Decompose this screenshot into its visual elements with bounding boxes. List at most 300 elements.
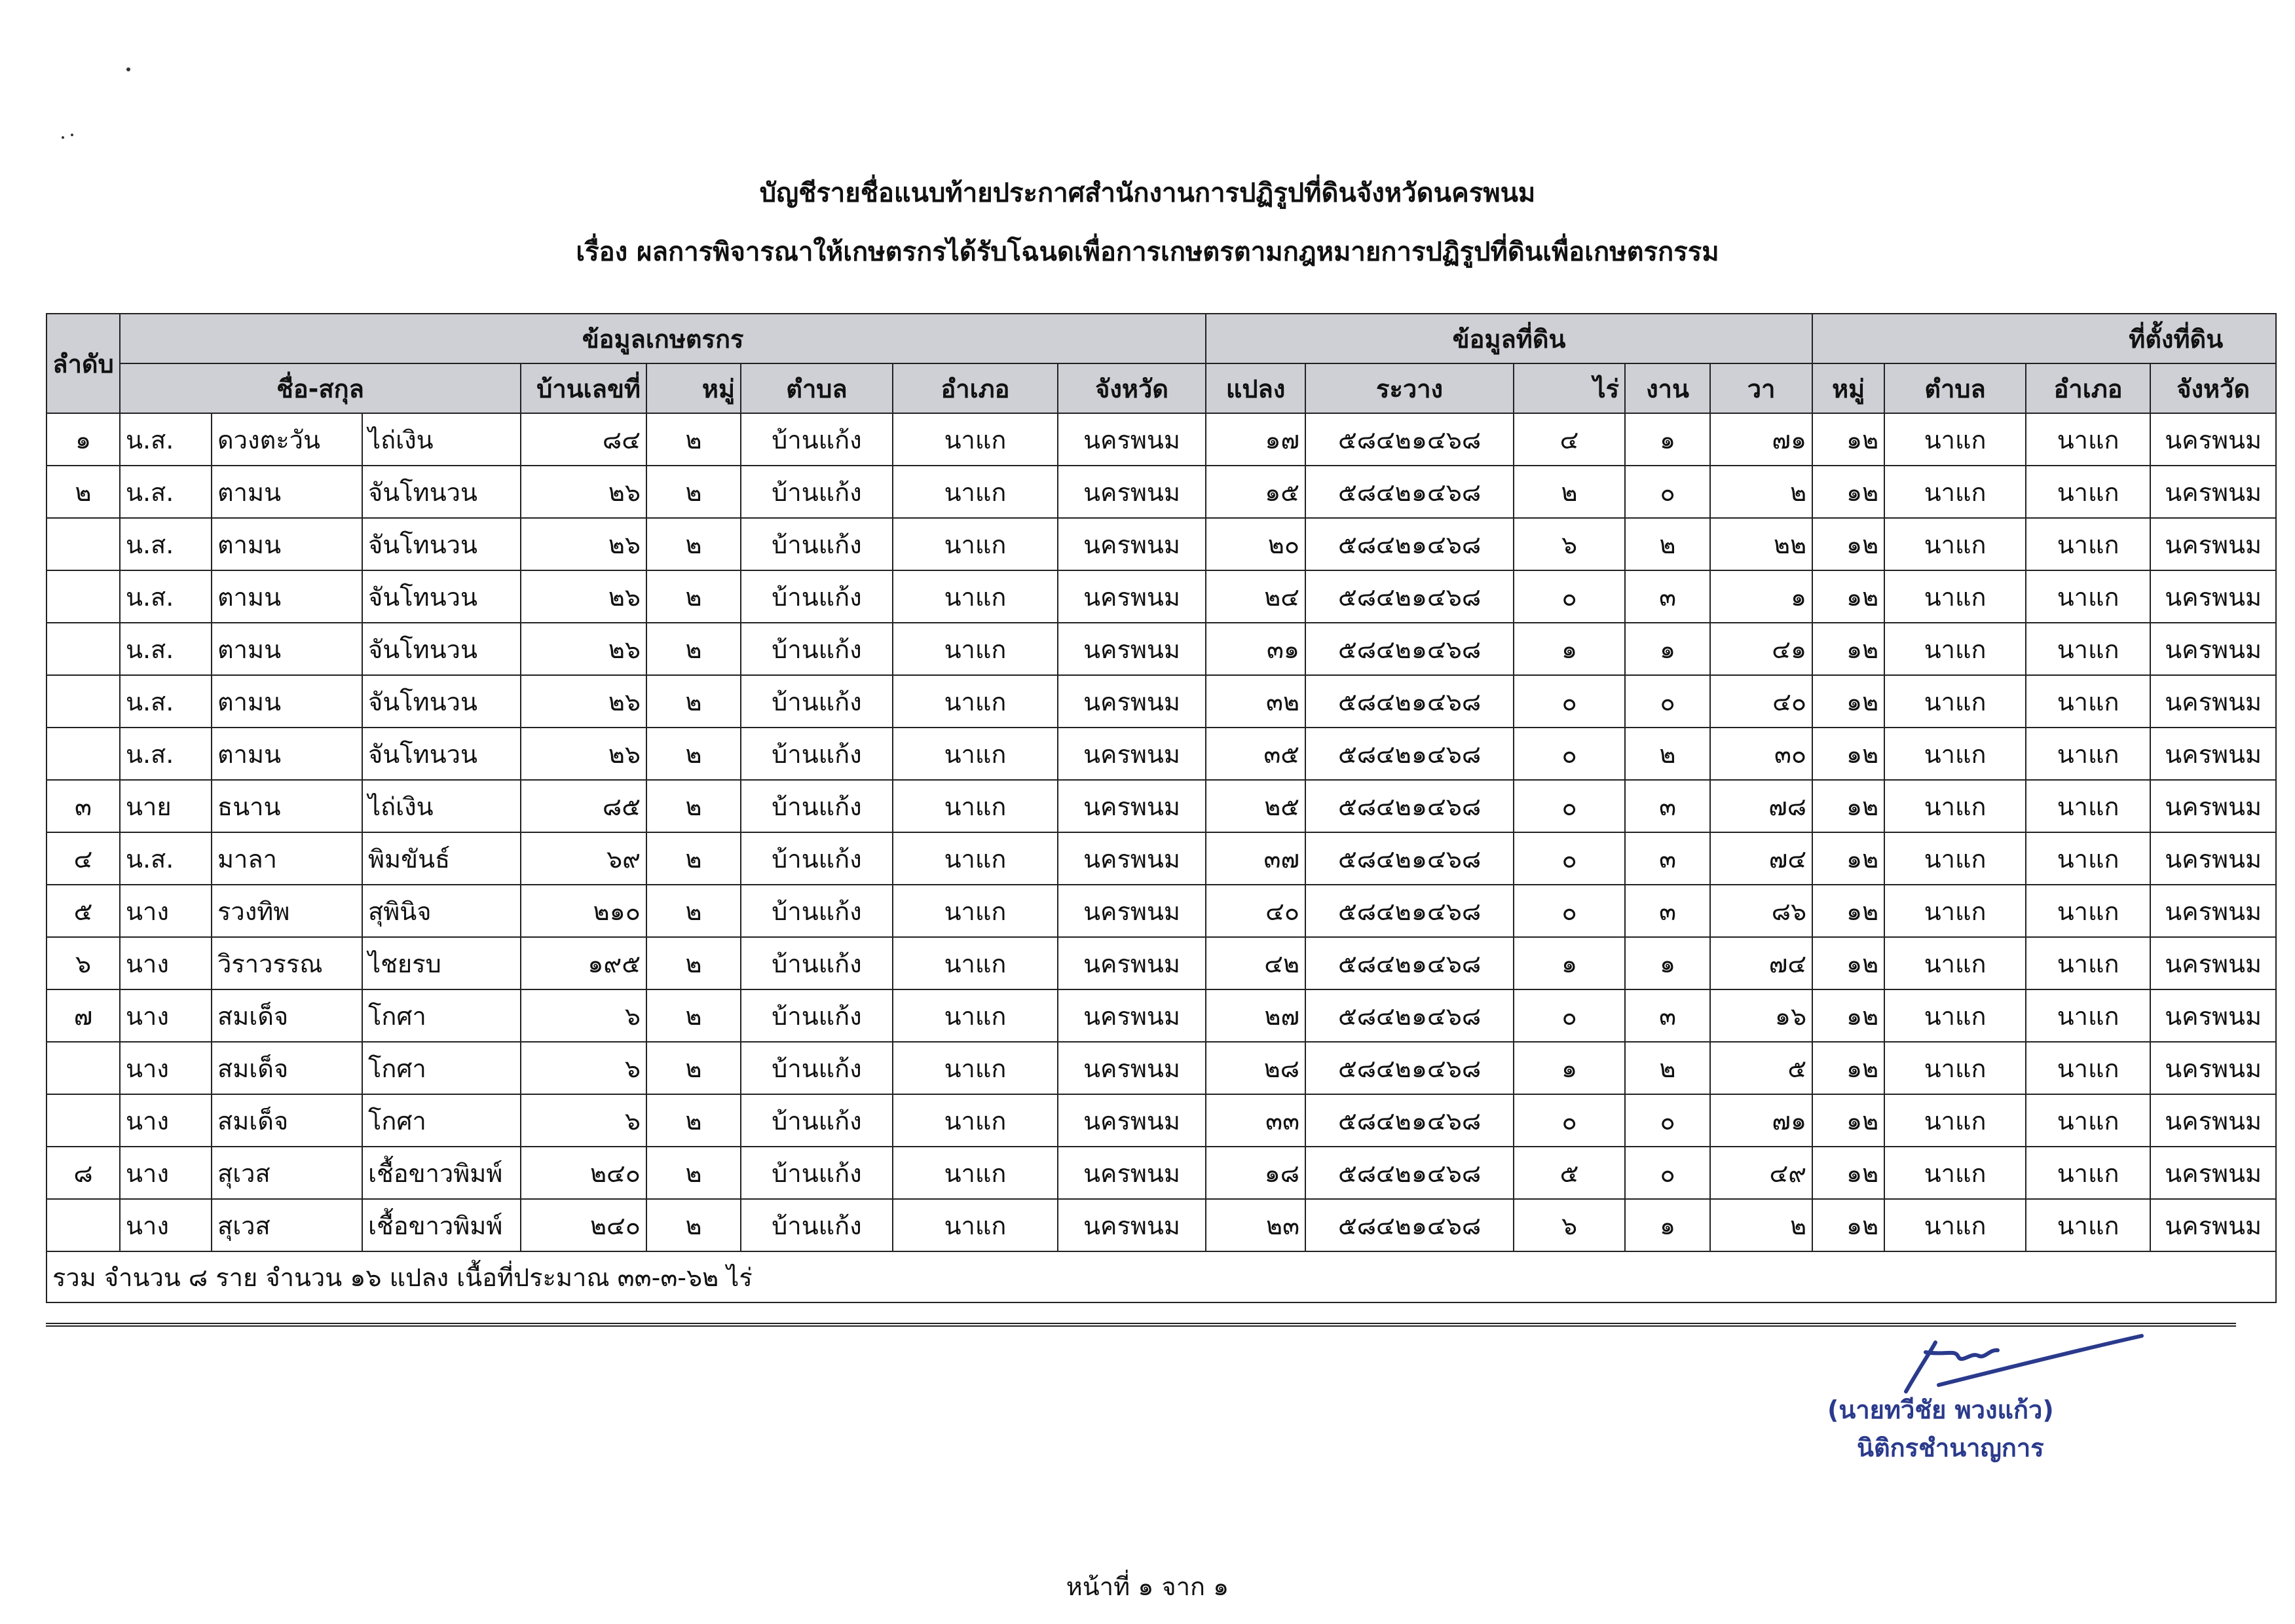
table-cell: นครพนม [1058, 989, 1206, 1042]
table-row [47, 780, 2276, 832]
table-cell: นาแก [2026, 675, 2150, 728]
table-cell: ๒ [1625, 1042, 1710, 1094]
table-cell: นครพนม [2150, 518, 2276, 570]
table-cell: ๒ [1625, 728, 1710, 780]
col-header: ชื่อ-สกุล [120, 363, 521, 413]
col-header: หมู่ [1812, 363, 1884, 413]
table-cell: นครพนม [2150, 1042, 2276, 1094]
table-total: รวม จำนวน ๘ ราย จำนวน ๑๖ แปลง เนื้อที่ประมาณ ๓๓-๓-๖๒ ไร่ [47, 1251, 2276, 1302]
table-cell: นาแก [893, 1042, 1058, 1094]
table-cell: นาแก [2026, 780, 2150, 832]
table-cell: นาแก [1884, 1199, 2026, 1251]
table-cell: ๕๘๔๒๑๔๖๘ [1305, 1094, 1514, 1147]
table-cell: ๒ [646, 518, 741, 570]
table-cell: นาง [120, 1199, 212, 1251]
table-cell: นาแก [2026, 1042, 2150, 1094]
table-cell: ๓๑ [1206, 623, 1305, 675]
table-cell: นาแก [2026, 1094, 2150, 1147]
table-cell: ๑ [1514, 1042, 1625, 1094]
table-cell: นาแก [2026, 570, 2150, 623]
table-cell: นครพนม [1058, 1147, 1206, 1199]
table-row [47, 1094, 2276, 1147]
table-cell: นครพนม [1058, 623, 1206, 675]
table-cell: ๑๙๕ [521, 937, 646, 989]
table-cell: นาแก [1884, 937, 2026, 989]
table-row [47, 1199, 2276, 1251]
table-cell: ๒ [646, 989, 741, 1042]
table-cell: ๕๘๔๒๑๔๖๘ [1305, 989, 1514, 1042]
document-title: บัญชีรายชื่อแนบท้ายประกาศสำนักงานการปฏิรูปที่ดินจังหวัดนครพนม [759, 178, 1536, 208]
table-cell: นครพนม [1058, 832, 1206, 885]
table-cell: ๑ [1625, 623, 1710, 675]
table-cell: ๖ [521, 1094, 646, 1147]
table-cell: นครพนม [2150, 413, 2276, 466]
table-cell: จันโทนวน [362, 570, 521, 623]
header-farmer-info: ข้อมูลเกษตรกร [120, 314, 1206, 363]
table-cell: บ้านแก้ง [741, 1042, 893, 1094]
table-cell: จันโทนวน [362, 675, 521, 728]
table-cell: นาแก [893, 885, 1058, 937]
table-cell: นครพนม [2150, 1147, 2276, 1199]
table-cell: นครพนม [1058, 466, 1206, 518]
table-cell: ๑ [1625, 1199, 1710, 1251]
table-cell: นาย [120, 780, 212, 832]
table-cell: ตามน [212, 728, 362, 780]
table-cell: นาง [120, 937, 212, 989]
table-cell: ๓๐ [1710, 728, 1812, 780]
signer-position: นิติกรชำนาญการ [1857, 1433, 2044, 1462]
table-cell: ๑๒ [1812, 1094, 1884, 1147]
table-cell: นาง [120, 989, 212, 1042]
table-cell: ๒๖ [521, 466, 646, 518]
table-cell: ๒ [1710, 466, 1812, 518]
table-cell: นาง [120, 1042, 212, 1094]
table-cell: บ้านแก้ง [741, 466, 893, 518]
table-cell: นาแก [2026, 937, 2150, 989]
header-land-location: ที่ตั้งที่ดิน [1812, 314, 2276, 363]
table-cell: นครพนม [2150, 1094, 2276, 1147]
table-cell: ๓๒ [1206, 675, 1305, 728]
table-cell: ๑๗ [1206, 413, 1305, 466]
table-cell: นาแก [1884, 1094, 2026, 1147]
table-cell: บ้านแก้ง [741, 937, 893, 989]
table-cell: ๑๒ [1812, 518, 1884, 570]
table-cell: นาแก [1884, 780, 2026, 832]
table-cell: ๒๔ [1206, 570, 1305, 623]
table-cell: ๒๓ [1206, 1199, 1305, 1251]
table-cell: ๐ [1514, 570, 1625, 623]
table-cell: ๔๑ [1710, 623, 1812, 675]
table-cell: ๑๒ [1812, 1042, 1884, 1094]
table-cell: น.ส. [120, 728, 212, 780]
table-cell: ๕ [1514, 1147, 1625, 1199]
table-cell: ๒ [646, 1199, 741, 1251]
table-cell: นาแก [1884, 623, 2026, 675]
table-cell: จันโทนวน [362, 623, 521, 675]
table-cell: เชื้อขาวพิมพ์ [362, 1147, 521, 1199]
table-cell: ๑๘ [1206, 1147, 1305, 1199]
col-header: บ้านเลขที่ [521, 363, 646, 413]
col-header: จังหวัด [1058, 363, 1206, 413]
table-row [47, 570, 2276, 623]
table-cell: ๘๕ [521, 780, 646, 832]
table-cell: ๒๔๐ [521, 1199, 646, 1251]
table-row [47, 675, 2276, 728]
table-cell: ๐ [1514, 885, 1625, 937]
table-cell: ๕๘๔๒๑๔๖๘ [1305, 728, 1514, 780]
table-cell: ๐ [1514, 675, 1625, 728]
table-cell: ๒ [646, 1147, 741, 1199]
table-row [47, 413, 2276, 466]
col-header: งาน [1625, 363, 1710, 413]
table-cell: ๗๑ [1710, 413, 1812, 466]
table-cell: นาแก [893, 1147, 1058, 1199]
table-cell: นาแก [1884, 413, 2026, 466]
table-cell: น.ส. [120, 466, 212, 518]
table-cell: โกศา [362, 1094, 521, 1147]
table-row [47, 989, 2276, 1042]
table-cell: ๐ [1625, 1147, 1710, 1199]
table-row [47, 832, 2276, 885]
table-cell: ๕๘๔๒๑๔๖๘ [1305, 1042, 1514, 1094]
table-cell: ๑ [1710, 570, 1812, 623]
table-cell: ๑๒ [1812, 885, 1884, 937]
table-cell: ๗๑ [1710, 1094, 1812, 1147]
table-cell: บ้านแก้ง [741, 989, 893, 1042]
table-cell: ตามน [212, 623, 362, 675]
table-cell: นาแก [2026, 989, 2150, 1042]
table-cell: นครพนม [2150, 1199, 2276, 1251]
table-cell: ๒๖ [521, 728, 646, 780]
table-cell: นาแก [2026, 623, 2150, 675]
table-cell: ๑ [1514, 937, 1625, 989]
table-cell: นครพนม [2150, 937, 2276, 989]
table-cell: ๒๖ [521, 518, 646, 570]
table-cell: ๔๙ [1710, 1147, 1812, 1199]
table-cell: ๐ [1514, 832, 1625, 885]
table-cell: ๑๒ [1812, 937, 1884, 989]
table-cell: โกศา [362, 989, 521, 1042]
table-cell: ๑๖ [1710, 989, 1812, 1042]
table-cell: ๓ [1625, 989, 1710, 1042]
table-cell: บ้านแก้ง [741, 885, 893, 937]
table-cell: ๒๖ [521, 623, 646, 675]
col-header: อำเภอ [893, 363, 1058, 413]
table-cell: ๖ [521, 1042, 646, 1094]
table-cell: ๖ [1514, 518, 1625, 570]
table-cell: นาแก [893, 1199, 1058, 1251]
table-cell: นาแก [893, 937, 1058, 989]
table-cell: สมเด็จ [212, 1042, 362, 1094]
table-cell: นครพนม [1058, 780, 1206, 832]
table-cell: ๕๘๔๒๑๔๖๘ [1305, 675, 1514, 728]
document-subject: เรื่อง ผลการพิจารณาให้เกษตรกรได้รับโฉนดเพื่อการเกษตรตามกฎหมายการปฏิรูปที่ดินเพื่อเกษตรกรรม [576, 237, 1719, 267]
table-cell: ๒๖ [521, 675, 646, 728]
table-cell: ๒๐ [1206, 518, 1305, 570]
table-cell: ๑๒ [1812, 466, 1884, 518]
table-cell: ๒ [646, 413, 741, 466]
table-cell: ๑ [1625, 413, 1710, 466]
table-cell: ๒ [1710, 1199, 1812, 1251]
table-cell: ๐ [1514, 989, 1625, 1042]
header-land-info: ข้อมูลที่ดิน [1206, 314, 1812, 363]
table-cell [47, 728, 120, 780]
table-cell: นครพนม [1058, 518, 1206, 570]
table-cell: ๑๒ [1812, 989, 1884, 1042]
table-cell: สุพินิจ [362, 885, 521, 937]
table-cell: นครพนม [2150, 728, 2276, 780]
table-cell: นครพนม [2150, 989, 2276, 1042]
table-cell: ๓๕ [1206, 728, 1305, 780]
table-cell: นาแก [2026, 466, 2150, 518]
table-cell: นครพนม [1058, 1199, 1206, 1251]
table-cell: นครพนม [1058, 885, 1206, 937]
table-cell: ๓ [47, 780, 120, 832]
table-cell [47, 675, 120, 728]
table-cell: ๕๘๔๒๑๔๖๘ [1305, 937, 1514, 989]
table-cell: ๓๗ [1206, 832, 1305, 885]
table-cell: นาแก [1884, 466, 2026, 518]
table-row [47, 1042, 2276, 1094]
table-cell: นครพนม [2150, 570, 2276, 623]
col-header: วา [1710, 363, 1812, 413]
table-cell: นาแก [893, 780, 1058, 832]
table-cell: ๓ [1625, 570, 1710, 623]
table-cell: ๖ [47, 937, 120, 989]
table-cell: โกศา [362, 1042, 521, 1094]
table-cell: ๒ [646, 1094, 741, 1147]
table-cell: นาแก [2026, 518, 2150, 570]
table-cell: นาแก [1884, 832, 2026, 885]
table-cell: นาง [120, 885, 212, 937]
table-cell: ๒ [646, 675, 741, 728]
table-cell: นาแก [1884, 885, 2026, 937]
table-cell: นาแก [893, 728, 1058, 780]
table-cell: ๒ [646, 466, 741, 518]
table-cell: ดวงตะวัน [212, 413, 362, 466]
table-cell: บ้านแก้ง [741, 1199, 893, 1251]
table-cell: ๑ [1625, 937, 1710, 989]
scan-speck [71, 134, 73, 136]
table-cell: นครพนม [1058, 728, 1206, 780]
table-cell: ๐ [1625, 675, 1710, 728]
table-cell: ๓ [1625, 832, 1710, 885]
table-cell: นครพนม [2150, 832, 2276, 885]
table-cell: ๗๔ [1710, 937, 1812, 989]
table-cell: ๒๕ [1206, 780, 1305, 832]
table-cell: นาแก [1884, 570, 2026, 623]
farmer-land-table [46, 313, 2277, 1303]
table-cell: ตามน [212, 675, 362, 728]
table-cell: ๔๒ [1206, 937, 1305, 989]
table-cell: ๖ [1514, 1199, 1625, 1251]
table-cell: ๒ [646, 623, 741, 675]
table-cell: ๒๘ [1206, 1042, 1305, 1094]
table-cell: ๐ [1514, 1094, 1625, 1147]
table-cell: นาแก [2026, 413, 2150, 466]
table-cell: นาแก [893, 466, 1058, 518]
table-cell: ๒ [646, 570, 741, 623]
table-cell: นครพนม [2150, 623, 2276, 675]
table-cell: นาแก [1884, 989, 2026, 1042]
table-cell: น.ส. [120, 675, 212, 728]
scan-speck [126, 67, 130, 71]
table-cell: นครพนม [1058, 1042, 1206, 1094]
table-cell [47, 1042, 120, 1094]
table-cell: นครพนม [1058, 937, 1206, 989]
table-cell: ๒ [1625, 518, 1710, 570]
table-cell: นครพนม [1058, 413, 1206, 466]
table-cell: นครพนม [2150, 675, 2276, 728]
table-cell: นาแก [1884, 1042, 2026, 1094]
table-row [47, 623, 2276, 675]
col-header: ตำบล [741, 363, 893, 413]
table-cell: ๒๔๐ [521, 1147, 646, 1199]
scan-speck [62, 136, 64, 139]
table-cell: น.ส. [120, 832, 212, 885]
table-cell: ๕๘๔๒๑๔๖๘ [1305, 413, 1514, 466]
table-cell: นาแก [2026, 832, 2150, 885]
table-cell: นครพนม [2150, 466, 2276, 518]
table-cell: ๔๐ [1206, 885, 1305, 937]
col-header: แปลง [1206, 363, 1305, 413]
col-header: หมู่ [646, 363, 741, 413]
table-cell: บ้านแก้ง [741, 623, 893, 675]
table-cell: ๐ [1514, 780, 1625, 832]
table-cell: นาแก [2026, 1199, 2150, 1251]
table-cell: บ้านแก้ง [741, 728, 893, 780]
table-cell: มาลา [212, 832, 362, 885]
table-cell: ๓ [1625, 780, 1710, 832]
table-cell: นาแก [893, 675, 1058, 728]
table-cell: ไชยรบ [362, 937, 521, 989]
col-header: ไร่ [1514, 363, 1625, 413]
table-row [47, 937, 2276, 989]
table-cell: ๓ [1625, 885, 1710, 937]
table-cell [47, 623, 120, 675]
table-cell: นครพนม [1058, 570, 1206, 623]
table-cell: ๒ [47, 466, 120, 518]
table-cell: บ้านแก้ง [741, 570, 893, 623]
table-cell: สุเวส [212, 1147, 362, 1199]
table-cell: นาแก [893, 1094, 1058, 1147]
table-cell: ๒๖ [521, 570, 646, 623]
table-cell: นาแก [2026, 1147, 2150, 1199]
table-cell: ๕๘๔๒๑๔๖๘ [1305, 1147, 1514, 1199]
table-cell: ๕๘๔๒๑๔๖๘ [1305, 466, 1514, 518]
table-cell: สมเด็จ [212, 1094, 362, 1147]
table-cell: ๔๐ [1710, 675, 1812, 728]
table-cell: นาแก [2026, 885, 2150, 937]
table-cell: ๘๖ [1710, 885, 1812, 937]
table-cell: ๑๕ [1206, 466, 1305, 518]
table-cell: ๐ [1625, 466, 1710, 518]
table-cell: จันโทนวน [362, 728, 521, 780]
table-cell: ๓๓ [1206, 1094, 1305, 1147]
table-cell: ๔ [47, 832, 120, 885]
table-cell: ๒ [646, 885, 741, 937]
table-cell: ๒ [646, 728, 741, 780]
table-cell: ตามน [212, 570, 362, 623]
table-cell: ๕๘๔๒๑๔๖๘ [1305, 832, 1514, 885]
table-cell: ตามน [212, 466, 362, 518]
table-row [47, 1147, 2276, 1199]
table-cell: บ้านแก้ง [741, 1094, 893, 1147]
table-row [47, 885, 2276, 937]
table-cell: ๐ [1625, 1094, 1710, 1147]
table-cell: ไถ่เงิน [362, 780, 521, 832]
table-cell: ๒ [1514, 466, 1625, 518]
table-cell: น.ส. [120, 518, 212, 570]
table-cell: น.ส. [120, 570, 212, 623]
table-cell: ๑ [1514, 623, 1625, 675]
table-row [47, 728, 2276, 780]
table-cell: น.ส. [120, 413, 212, 466]
table-cell: ตามน [212, 518, 362, 570]
table-cell: นครพนม [1058, 1094, 1206, 1147]
table-cell: บ้านแก้ง [741, 832, 893, 885]
table-cell [47, 518, 120, 570]
page-number: หน้าที่ ๑ จาก ๑ [1066, 1572, 1229, 1601]
table-cell: น.ส. [120, 623, 212, 675]
table-cell [47, 1094, 120, 1147]
table-cell: ๕ [1710, 1042, 1812, 1094]
table-cell: ๒๗ [1206, 989, 1305, 1042]
table-cell: ๒ [646, 1042, 741, 1094]
table-cell: ๕ [47, 885, 120, 937]
table-cell: ๑๒ [1812, 413, 1884, 466]
table-cell: นาแก [1884, 518, 2026, 570]
table-cell: ๕๘๔๒๑๔๖๘ [1305, 780, 1514, 832]
table-cell: สมเด็จ [212, 989, 362, 1042]
table-cell: วิราวรรณ [212, 937, 362, 989]
table-cell: ไถ่เงิน [362, 413, 521, 466]
table-cell: สุเวส [212, 1199, 362, 1251]
table-cell: บ้านแก้ง [741, 413, 893, 466]
table-cell: เชื้อขาวพิมพ์ [362, 1199, 521, 1251]
table-cell: ๒ [646, 832, 741, 885]
table-cell: ๗ [47, 989, 120, 1042]
table-cell: ๒๑๐ [521, 885, 646, 937]
table-row [47, 466, 2276, 518]
table-cell: ๒ [646, 937, 741, 989]
table-cell: นาแก [1884, 1147, 2026, 1199]
col-header: จังหวัด [2150, 363, 2276, 413]
table-cell: ๒๒ [1710, 518, 1812, 570]
table-cell: นาแก [893, 518, 1058, 570]
table-cell: ๐ [1514, 728, 1625, 780]
table-cell: นาแก [893, 832, 1058, 885]
table-cell: ๕๘๔๒๑๔๖๘ [1305, 570, 1514, 623]
table-cell: จันโทนวน [362, 466, 521, 518]
table-cell: ๕๘๔๒๑๔๖๘ [1305, 885, 1514, 937]
table-cell: นครพนม [2150, 885, 2276, 937]
table-cell: ๑๒ [1812, 1199, 1884, 1251]
table-cell: พิมขันธ์ [362, 832, 521, 885]
col-header: อำเภอ [2026, 363, 2150, 413]
table-row [47, 518, 2276, 570]
table-cell: ๑๒ [1812, 570, 1884, 623]
table-cell: ๑๒ [1812, 832, 1884, 885]
table-cell: นาแก [893, 570, 1058, 623]
table-cell: จันโทนวน [362, 518, 521, 570]
table-cell: รวงทิพ [212, 885, 362, 937]
table-cell: ๒ [646, 780, 741, 832]
table-cell: ๘๔ [521, 413, 646, 466]
table-cell: ๑ [47, 413, 120, 466]
table-cell: ๗๘ [1710, 780, 1812, 832]
table-cell: บ้านแก้ง [741, 1147, 893, 1199]
